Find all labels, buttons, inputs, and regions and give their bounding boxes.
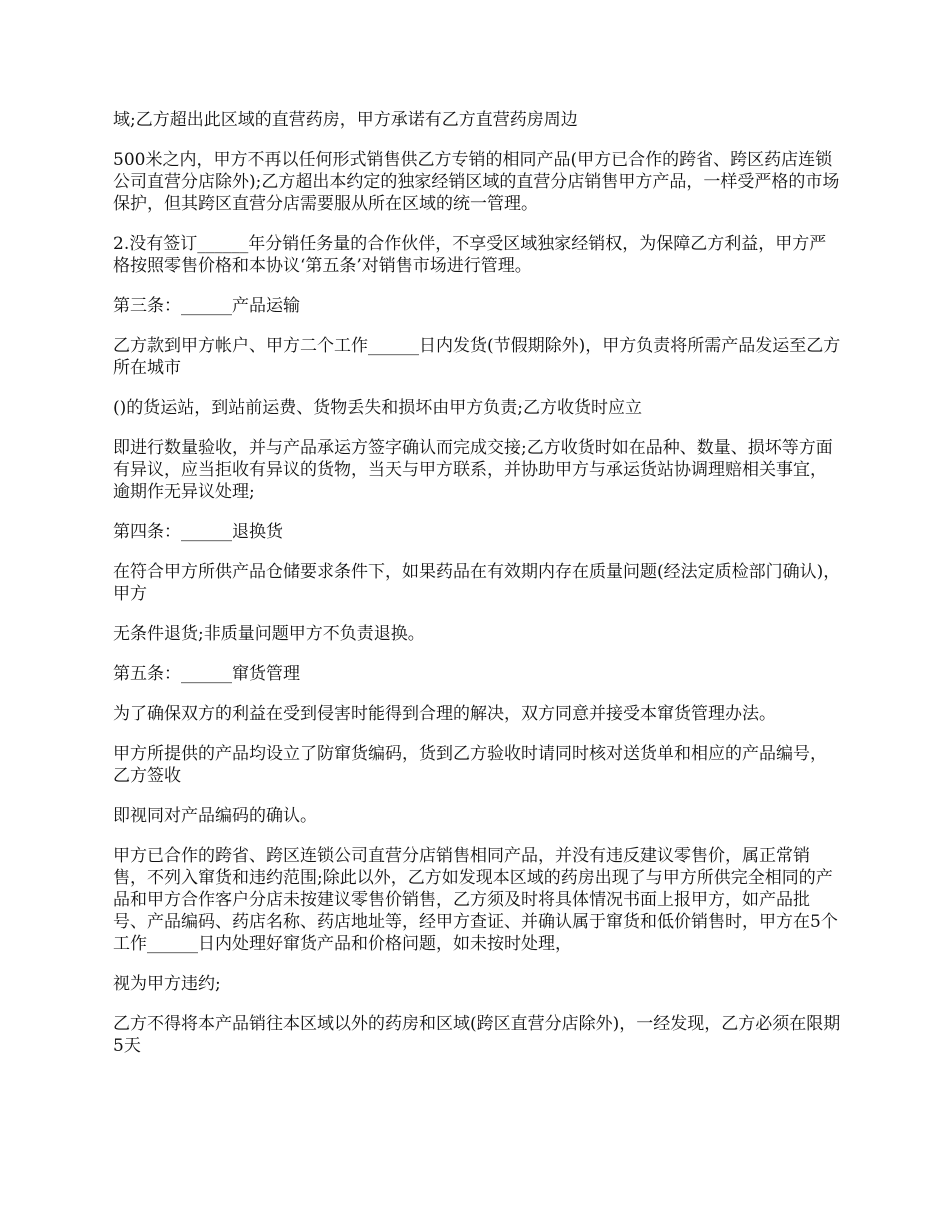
paragraph: 500米之内，甲方不再以任何形式销售供乙方专销的相同产品(甲方已合作的跨省、跨区药店连锁公司直营分店除外);乙方超出本约定的独家经销区域的直营分店销售甲方产品，一样受严格的市场保护，但其跨区直营分店需要服从所在区域的统一管理。 — [113, 150, 840, 214]
paragraph: 乙方不得将本产品销往本区域以外的药房和区域(跨区直营分店除外)，一经发现，乙方必须在限期5天 — [113, 1014, 841, 1056]
section-heading: 第三条：______产品运输 — [113, 296, 300, 316]
section-heading: 第四条：______退换货 — [113, 522, 283, 542]
paragraph: 2.没有签订______年分销任务量的合作伙伴，不享受区域独家经销权，为保障乙方利益，甲方严格按照零售价格和本协议‘第五条’对销售市场进行管理。 — [113, 234, 827, 276]
paragraph: 甲方已合作的跨省、跨区连锁公司直营分店销售相同产品，并没有违反建议零售价，属正常销售，不列入窜货和违约范围;除此以外，乙方如发现本区域的药房出现了与甲方所供完全相同的产品和甲方合作客户分店未按建议零售价销售，乙方须及时将具体情况书面上报甲方，如产品批号、产品编码、药店名称、药店地址等，经甲方查证、并确认属于窜货和低价销售时，甲方在5个工作______日内处理好窜货产品和价格问题，如未按时处理， — [113, 846, 838, 954]
paragraph: 无条件退货;非质量问题甲方不负责退换。 — [113, 624, 425, 644]
paragraph: 即进行数量验收，并与产品承运方签字确认而完成交接;乙方收货时如在品种、数量、损坏等方面有异议，应当拒收有异议的货物，当天与甲方联系，并协助甲方与承运货站协调理赔相关事宜，逾期作无异议处理; — [113, 438, 833, 502]
paragraph: 视为甲方违约; — [113, 974, 221, 994]
paragraph: 域;乙方超出此区域的直营药房，甲方承诺有乙方直营药房周边 — [113, 110, 578, 130]
paragraph: ()的货运站，到站前运费、货物丢失和损坏由甲方负责;乙方收货时应立 — [113, 398, 642, 418]
paragraph: 在符合甲方所供产品仓储要求条件下，如果药品在有效期内存在质量问题(经法定质检部门确认)，甲方 — [113, 562, 841, 604]
paragraph: 即视同对产品编码的确认。 — [113, 806, 317, 826]
paragraph: 为了确保双方的利益在受到侵害时能得到合理的解决，双方同意并接受本窜货管理办法。 — [113, 704, 776, 724]
section-heading: 第五条：______窜货管理 — [113, 664, 300, 684]
document-body — [113, 109, 843, 1075]
paragraph: 乙方款到甲方帐户、甲方二个工作______日内发货(节假期除外)，甲方负责将所需产品发运至乙方所在城市 — [113, 336, 841, 378]
paragraph: 甲方所提供的产品均设立了防窜货编码，货到乙方验收时请同时核对送货单和相应的产品编号，乙方签收 — [113, 744, 827, 786]
